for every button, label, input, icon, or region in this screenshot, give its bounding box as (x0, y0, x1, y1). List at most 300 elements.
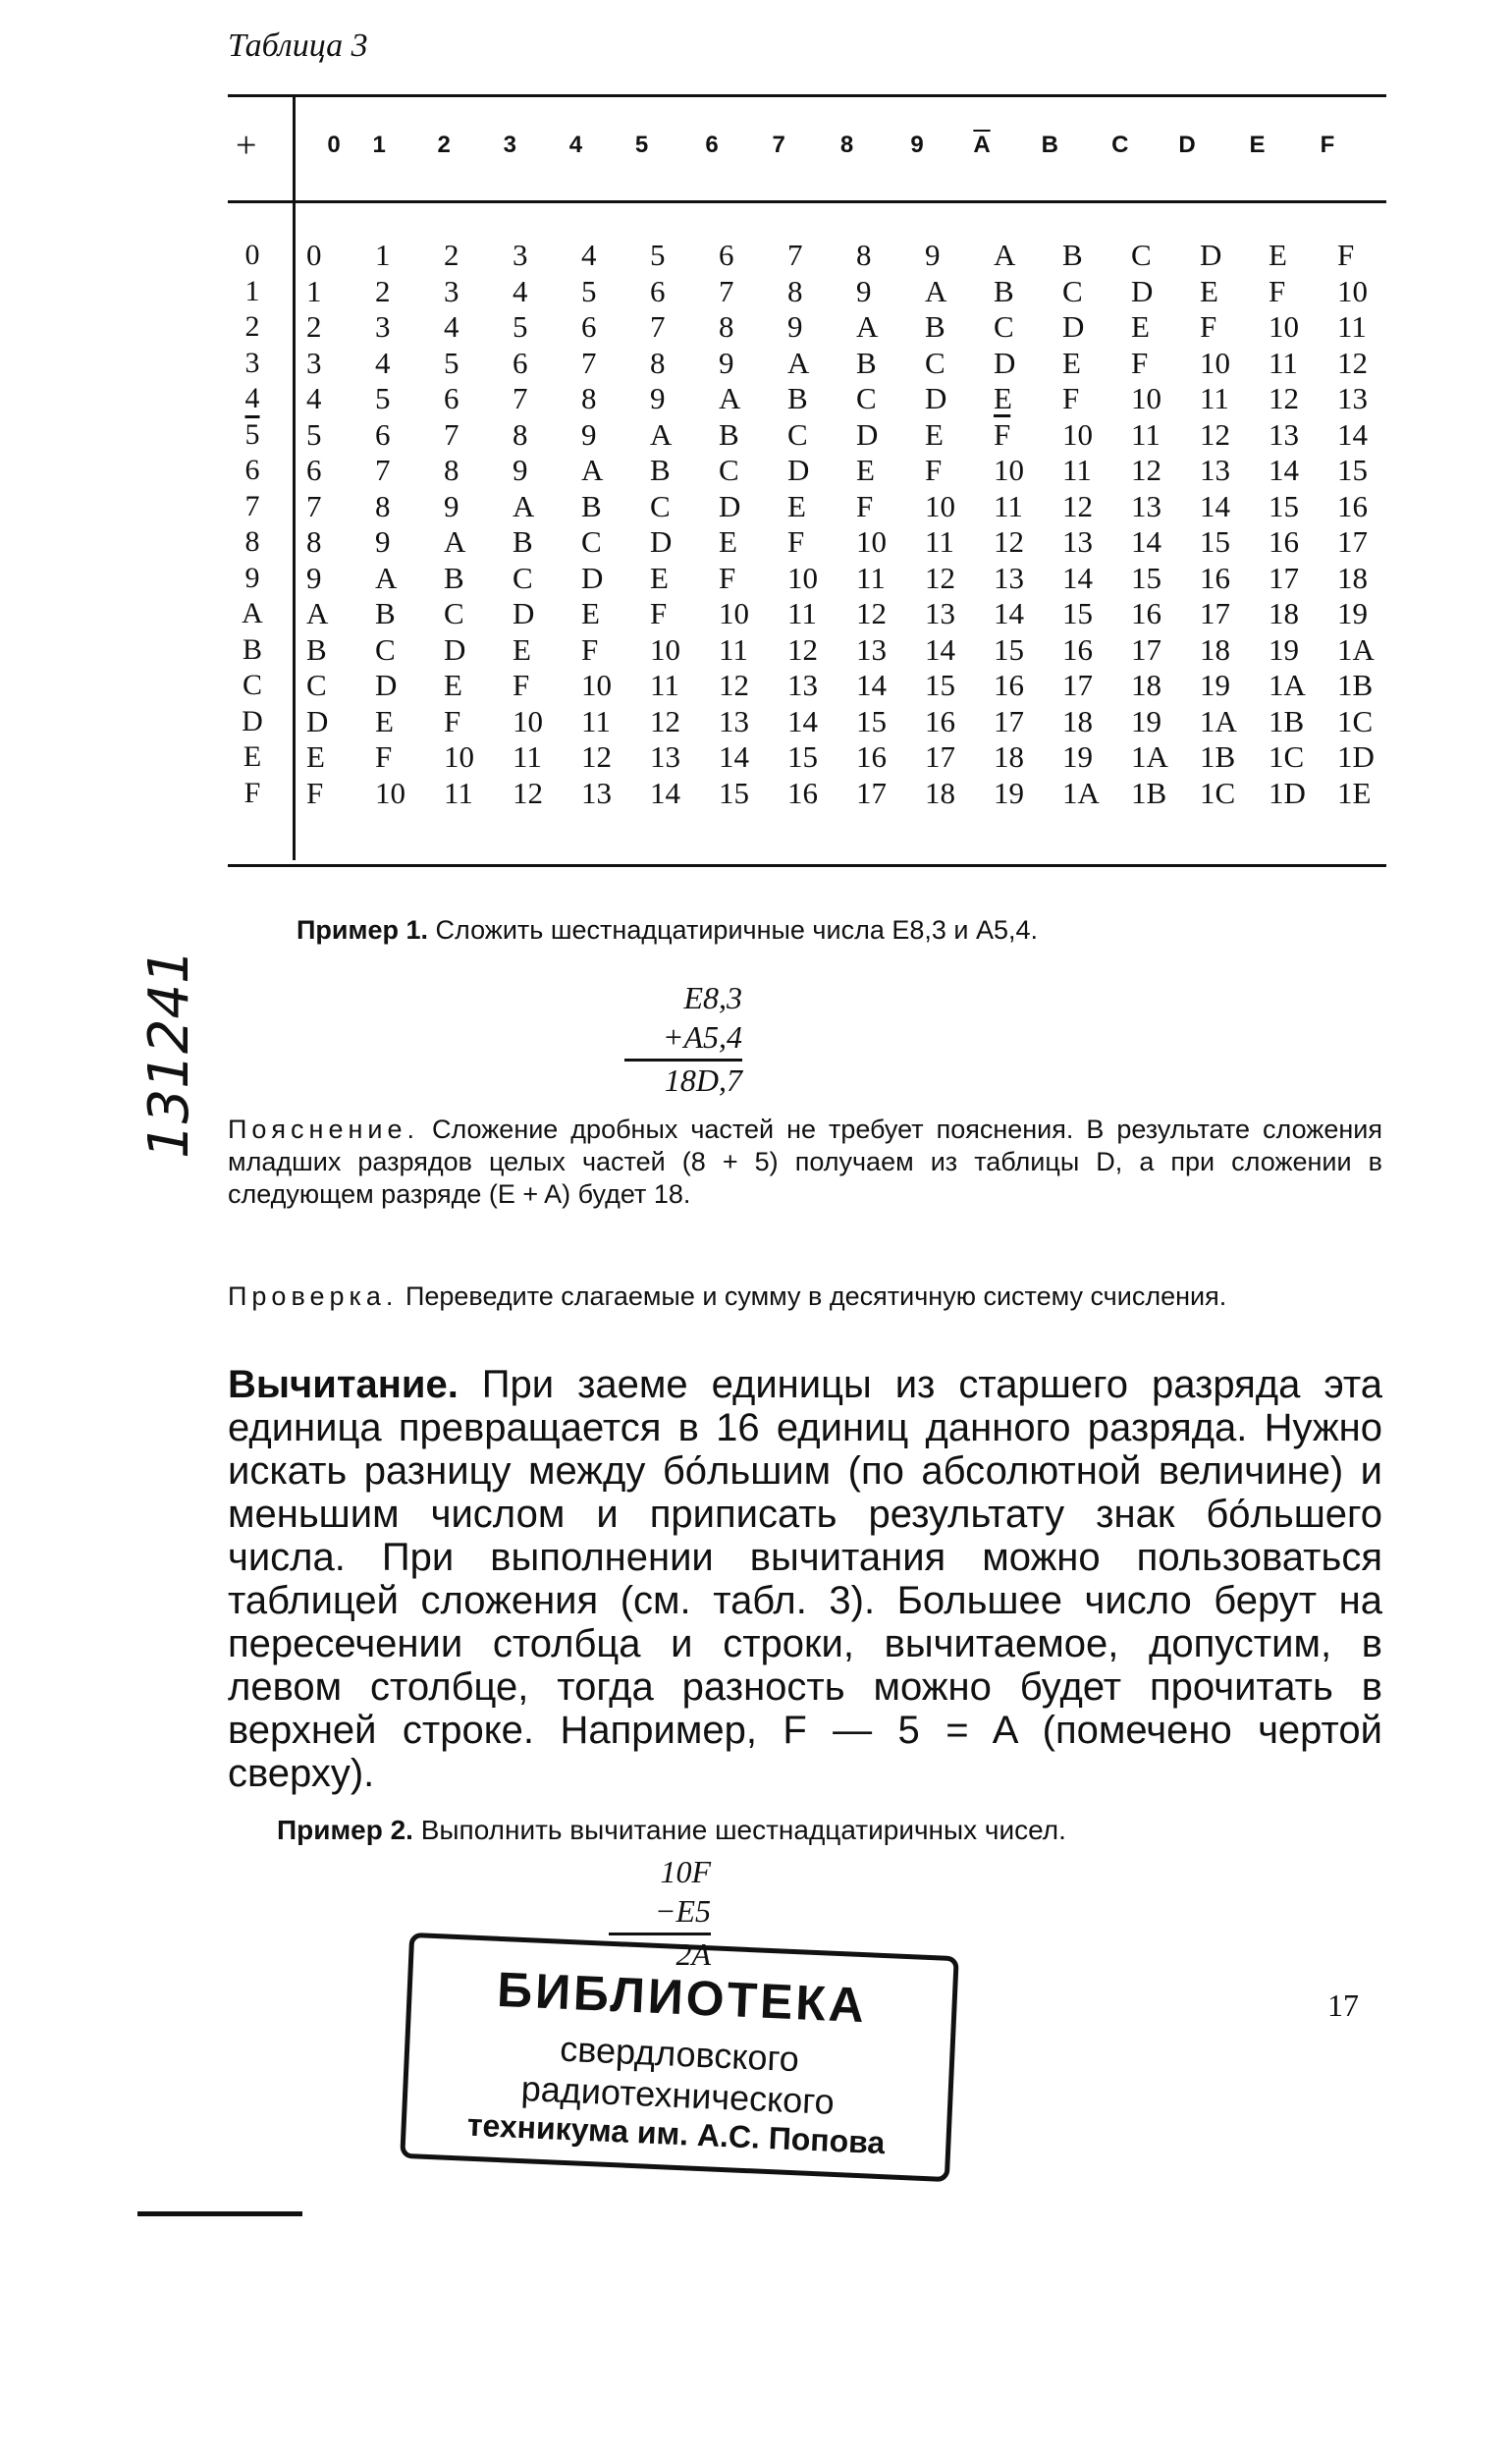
table-row (306, 381, 1406, 417)
example-2 (277, 1815, 1066, 1846)
table-cell: 14 (925, 631, 955, 667)
table-cell: 14 (1062, 560, 1093, 595)
row-label: E (243, 740, 262, 773)
table-cell: 16 (1131, 596, 1161, 630)
table-cell: 8 (581, 381, 597, 415)
table-cell: C (513, 560, 533, 595)
row-label: 8 (244, 525, 260, 558)
table-cell: D (444, 631, 466, 667)
example-1-text: Сложить шестнадцатиричные числа E8,3 и A5,4. (435, 915, 1039, 945)
table-cell: A (719, 381, 741, 415)
table-cell: B (375, 596, 396, 630)
table-cell: B (719, 416, 739, 452)
table-cell: 12 (1200, 416, 1230, 452)
table-cell: B (306, 631, 327, 667)
table-cell: 19 (994, 775, 1024, 810)
table-cell: 8 (787, 273, 803, 308)
subtraction-paragraph (228, 1363, 1382, 1795)
table-cell: 11 (994, 488, 1023, 523)
table-cell: D (513, 596, 535, 630)
table-cell: 13 (925, 596, 955, 630)
table-cell: A (925, 273, 947, 308)
header-cell: 0 (327, 132, 341, 158)
table-cell: 17 (994, 703, 1024, 738)
table-cell: 17 (925, 739, 955, 774)
table-cell: D (994, 345, 1016, 380)
table-cell: 13 (994, 560, 1024, 595)
table-cell: A (650, 416, 673, 452)
example-1-label: Пример 1. (297, 915, 428, 945)
table-cell: 11 (1062, 453, 1092, 487)
table-cell: 11 (719, 631, 748, 667)
table-cell: 7 (787, 238, 803, 272)
table-cell: 1E (1337, 775, 1372, 810)
table-cell: 9 (513, 453, 528, 487)
table-cell: C (994, 309, 1014, 344)
table-cell: 5 (444, 345, 459, 380)
table-cell: 0 (306, 238, 322, 272)
table-cell: 9 (444, 488, 459, 523)
row-label: 6 (244, 454, 260, 486)
table-cell: 10 (650, 631, 680, 667)
table-cell: 4 (581, 238, 597, 272)
table-cell: 16 (1200, 560, 1230, 595)
table-cell: 1 (306, 273, 322, 308)
footer-rule (137, 2211, 302, 2216)
table-cell: 18 (1200, 631, 1230, 667)
table-cell: 15 (1337, 453, 1368, 487)
table-row (306, 668, 1406, 704)
check-label: Проверка. (228, 1281, 399, 1311)
table-cell: 19 (1200, 668, 1230, 702)
table-cell: 16 (994, 668, 1024, 702)
header-cell: 1 (372, 132, 386, 158)
table-cell: F (375, 739, 393, 774)
table-cell: D (375, 668, 398, 702)
table-cell: 7 (650, 309, 666, 344)
table-cell: E (375, 703, 394, 738)
header-cell: 8 (839, 132, 854, 158)
table-cell: C (375, 631, 396, 667)
table-cell: 10 (444, 739, 474, 774)
table-cell: 1D (1269, 775, 1306, 810)
table-cell: 12 (1337, 345, 1368, 380)
check-text: Переведите слагаемые и сумму в десятичную систему счисления. (405, 1281, 1227, 1311)
table-cell: 1C (1269, 739, 1305, 774)
table-row (306, 524, 1406, 561)
table-cell: 10 (513, 703, 543, 738)
table-cell: 12 (719, 668, 749, 702)
table-cell: 16 (1269, 524, 1299, 559)
table-cell: D (581, 560, 604, 595)
table-cell: D (856, 416, 879, 452)
table-header-rule (228, 200, 1386, 203)
table-cell: 17 (1200, 596, 1230, 630)
table-cell: B (513, 524, 533, 559)
table-cell: 17 (856, 775, 887, 810)
table-cell: E (719, 524, 737, 559)
operand-2: +A5,4 (662, 1019, 742, 1055)
table-cell: 11 (1200, 381, 1229, 415)
table-cell: F (306, 775, 324, 810)
table-cell: B (994, 273, 1014, 308)
table-cell: 18 (1062, 703, 1093, 738)
table-cell: E (856, 453, 875, 487)
table-cell: 12 (513, 775, 543, 810)
table-cell: C (444, 596, 464, 630)
table-cell: 10 (375, 775, 405, 810)
table-cell: 18 (994, 739, 1024, 774)
table-cell: D (650, 524, 673, 559)
table-row (306, 704, 1406, 740)
table-cell: 5 (650, 238, 666, 272)
table-row (306, 739, 1406, 776)
table-cell: 11 (925, 524, 954, 559)
header-cell: $\overline{A}$ (973, 132, 991, 158)
table-cell: 14 (719, 739, 749, 774)
sum-rule (624, 1059, 742, 1062)
table-cell: 1C (1200, 775, 1236, 810)
table-cell: 4 (444, 309, 459, 344)
stamp-line-2: свердловского (559, 2028, 800, 2080)
table-cell: 12 (787, 631, 818, 667)
table-cell: A (994, 238, 1016, 272)
table-cell: 11 (650, 668, 679, 702)
row-label: 0 (244, 239, 260, 271)
table-cell: 18 (1337, 560, 1368, 595)
table-cell: F (513, 668, 530, 702)
table-cell: C (306, 668, 327, 702)
table-cell: 9 (375, 524, 391, 559)
table-cell: 7 (719, 273, 734, 308)
table-cell: 15 (1269, 488, 1299, 523)
table-cell: 11 (1131, 416, 1161, 452)
table-cell: 6 (719, 238, 734, 272)
table-row (306, 596, 1406, 632)
table-cell: 8 (444, 453, 459, 487)
table-body (306, 238, 1406, 811)
subtrahend: −E5 (654, 1893, 711, 1929)
table-cell: 1A (1269, 668, 1306, 702)
table-cell: D (719, 488, 741, 523)
table-cell: 6 (375, 416, 391, 452)
table-cell: 13 (719, 703, 749, 738)
row-label: 1 (244, 274, 260, 307)
table-cell: 13 (1269, 416, 1299, 452)
table-cell: 4 (513, 273, 528, 308)
table-cell: 11 (1337, 309, 1367, 344)
table-cell: F (856, 488, 874, 523)
explanation (228, 1114, 1382, 1211)
table-row (306, 632, 1406, 669)
table-cell: 10 (581, 668, 612, 702)
table-cell: 1A (1200, 703, 1237, 738)
table-cell: 17 (1131, 631, 1161, 667)
table-cell: E (1269, 238, 1287, 272)
row-label: 9 (244, 561, 260, 594)
table-cell: 11 (513, 739, 542, 774)
handwritten-number: 131241 (137, 949, 201, 1159)
table-cell: B (1062, 238, 1083, 272)
table-cell: 10 (1269, 309, 1299, 344)
table-cell: 1B (1131, 775, 1167, 810)
table-cell: 1B (1200, 739, 1236, 774)
table-cell: E (581, 596, 600, 630)
table-cell: 13 (1337, 381, 1368, 415)
table-cell: 10 (719, 596, 749, 630)
row-label: 7 (244, 489, 260, 522)
table-cell: 18 (925, 775, 955, 810)
row-label: 3 (244, 346, 260, 379)
table-cell: E (1062, 345, 1081, 380)
table-cell: 6 (581, 309, 597, 344)
table-cell: 15 (1200, 524, 1230, 559)
table-cell: 15 (856, 703, 887, 738)
table-cell: 13 (1200, 453, 1230, 487)
table-cell: 6 (513, 345, 528, 380)
table-cell: 10 (1337, 273, 1368, 308)
row-label: C (242, 669, 262, 701)
table-cell: 15 (925, 668, 955, 702)
table-cell: 1 (375, 238, 391, 272)
table-cell: 14 (1269, 453, 1299, 487)
table-row (306, 776, 1406, 812)
table-cell: 12 (925, 560, 955, 595)
sum-result: 18D,7 (664, 1062, 742, 1098)
table-cell: F (444, 703, 461, 738)
table-cell: 14 (856, 668, 887, 702)
table-cell: 17 (1062, 668, 1093, 702)
table-cell: 8 (719, 309, 734, 344)
table-cell: E (650, 560, 669, 595)
table-cell: 19 (1269, 631, 1299, 667)
header-cell: B (1041, 132, 1058, 158)
example-1-calc (605, 978, 742, 1100)
table-cell: 14 (994, 596, 1024, 630)
table-cell: 11 (444, 775, 473, 810)
table-cell: 14 (650, 775, 680, 810)
table-cell: 17 (1337, 524, 1368, 559)
table-cell: 1B (1337, 668, 1374, 702)
table-cell: 15 (1062, 596, 1093, 630)
table-cell: 10 (994, 453, 1024, 487)
table-cell: 10 (925, 488, 955, 523)
table-cell: $\overline{F}$ (994, 416, 1011, 452)
table-cell: F (581, 631, 599, 667)
table-cell: 13 (1062, 524, 1093, 559)
table-cell: 18 (1131, 668, 1161, 702)
table-cell: F (1131, 345, 1149, 380)
table-cell: F (1337, 238, 1355, 272)
table-cell: C (925, 345, 945, 380)
table-cell: 1A (1062, 775, 1100, 810)
table-cell: 7 (306, 488, 322, 523)
table-cell: E (1200, 273, 1218, 308)
table-cell: 17 (1269, 560, 1299, 595)
header-cell: 4 (568, 132, 583, 158)
table-cell: A (787, 345, 810, 380)
table-cell: A (513, 488, 535, 523)
table-row (306, 238, 1406, 274)
table-cell: C (581, 524, 602, 559)
difference-result: 2A (675, 1936, 711, 1972)
table-cell: 5 (306, 416, 322, 452)
table-row (306, 274, 1406, 310)
table-header (228, 132, 1386, 171)
table-cell: A (856, 309, 879, 344)
header-cell: D (1178, 132, 1196, 158)
table-cell: 14 (787, 703, 818, 738)
table-cell: B (925, 309, 945, 344)
stamp-line-4: техникума им. А.С. Попова (466, 2106, 887, 2161)
table-cell: C (719, 453, 739, 487)
table-cell: F (1269, 273, 1286, 308)
table-cell: F (1200, 309, 1217, 344)
table-cell: 7 (444, 416, 459, 452)
table-row (306, 417, 1406, 454)
row-labels (228, 238, 277, 811)
table-vertical-rule (293, 94, 296, 860)
table-cell: 10 (1131, 381, 1161, 415)
table-cell: E (994, 381, 1012, 415)
table-cell: 16 (1062, 631, 1093, 667)
header-cell: 2 (437, 132, 451, 158)
stamp-line-1: БИБЛИОТЕКА (496, 1961, 869, 2034)
table-cell: 16 (925, 703, 955, 738)
table-cell: 1A (1337, 631, 1375, 667)
table-cell: 1B (1269, 703, 1305, 738)
table-cell: 12 (1269, 381, 1299, 415)
header-cell: E (1249, 132, 1266, 158)
table-cell: B (650, 453, 671, 487)
table-cell: B (787, 381, 808, 415)
table-cell: 6 (306, 453, 322, 487)
header-cell: F (1320, 132, 1335, 158)
table-cell: F (650, 596, 668, 630)
row-label: 2 (244, 310, 260, 343)
table-cell: D (306, 703, 329, 738)
table-caption: Таблица 3 (228, 27, 368, 64)
table-cell: 14 (1131, 524, 1161, 559)
table-cell: F (925, 453, 943, 487)
table-cell: 9 (787, 309, 803, 344)
table-cell: 13 (650, 739, 680, 774)
table-cell: 8 (650, 345, 666, 380)
table-cell: 9 (856, 273, 872, 308)
row-label: 5 (244, 417, 260, 451)
table-cell: 10 (787, 560, 818, 595)
table-cell: 16 (1337, 488, 1368, 523)
table-cell: 10 (1200, 345, 1230, 380)
table-cell: E (787, 488, 806, 523)
table-cell: 15 (994, 631, 1024, 667)
table-cell: 3 (444, 273, 459, 308)
table-cell: 19 (1131, 703, 1161, 738)
table-cell: 12 (994, 524, 1024, 559)
table-cell: 2 (375, 273, 391, 308)
header-cell: C (1111, 132, 1129, 158)
example-2-label: Пример 2. (277, 1815, 413, 1845)
table-cell: 7 (513, 381, 528, 415)
table-row (306, 453, 1406, 489)
table-cell: 9 (719, 345, 734, 380)
table-cell: 12 (650, 703, 680, 738)
explanation-text: Сложение дробных частей не требует пояснения. В результате сложения младших разрядов целых частей (8 + 5) получаем из таблицы D, а при сложении в следующем разряде (E + A) будет 18. (228, 1115, 1382, 1209)
table-cell: 12 (856, 596, 887, 630)
table-cell: 18 (1269, 596, 1299, 630)
table-cell: D (1131, 273, 1154, 308)
table-cell: 11 (787, 596, 817, 630)
page-number: 17 (1327, 1988, 1359, 2023)
table-cell: 13 (581, 775, 612, 810)
table-cell: A (581, 453, 604, 487)
table-cell: 9 (925, 238, 941, 272)
table-cell: 19 (1062, 739, 1093, 774)
table-cell: 10 (1062, 416, 1093, 452)
table-cell: 12 (581, 739, 612, 774)
table-cell: F (1062, 381, 1080, 415)
plus-sign: + (236, 125, 257, 166)
header-cell: 5 (634, 132, 649, 158)
table-cell: 4 (306, 381, 322, 415)
table-cell: B (856, 345, 877, 380)
row-label: 4 (244, 382, 260, 414)
table-cell: 13 (856, 631, 887, 667)
table-cell: D (1062, 309, 1085, 344)
table-cell: D (1200, 238, 1222, 272)
minuend: 10F (660, 1854, 711, 1889)
row-label: B (242, 632, 262, 666)
stamp-line-3: радиотехнического (520, 2068, 836, 2122)
table-bottom-rule (228, 864, 1386, 867)
table-cell: 5 (513, 309, 528, 344)
explanation-label: Пояснение. (228, 1115, 419, 1144)
table-cell: 1D (1337, 739, 1375, 774)
table-cell: 16 (787, 775, 818, 810)
table-cell: 10 (856, 524, 887, 559)
example-2-text: Выполнить вычитание шестнадцатиричных чисел. (420, 1815, 1066, 1845)
header-cell: 6 (705, 132, 719, 158)
table-cell: A (444, 524, 466, 559)
table-cell: 14 (1337, 416, 1368, 452)
table-cell: 2 (306, 309, 322, 344)
difference-rule (609, 1933, 711, 1935)
table-cell: A (375, 560, 398, 595)
table-cell: E (1131, 309, 1150, 344)
table-cell: E (513, 631, 531, 667)
table-cell: F (719, 560, 736, 595)
table-cell: 15 (719, 775, 749, 810)
library-stamp (400, 1933, 958, 2182)
table-cell: 5 (581, 273, 597, 308)
table-cell: A (306, 596, 329, 630)
operand-1: E8,3 (683, 980, 742, 1015)
table-row (306, 346, 1406, 382)
table-cell: 5 (375, 381, 391, 415)
table-cell: F (787, 524, 805, 559)
row-label: A (242, 597, 263, 629)
table-cell: D (925, 381, 947, 415)
table-cell: 13 (787, 668, 818, 702)
table-cell: 14 (1200, 488, 1230, 523)
table-cell: 7 (581, 345, 597, 380)
table-cell: D (787, 453, 810, 487)
table-cell: 3 (375, 309, 391, 344)
example-1 (297, 915, 1377, 946)
table-cell: 7 (375, 453, 391, 487)
header-cell: 9 (910, 132, 924, 158)
table-row (306, 489, 1406, 525)
